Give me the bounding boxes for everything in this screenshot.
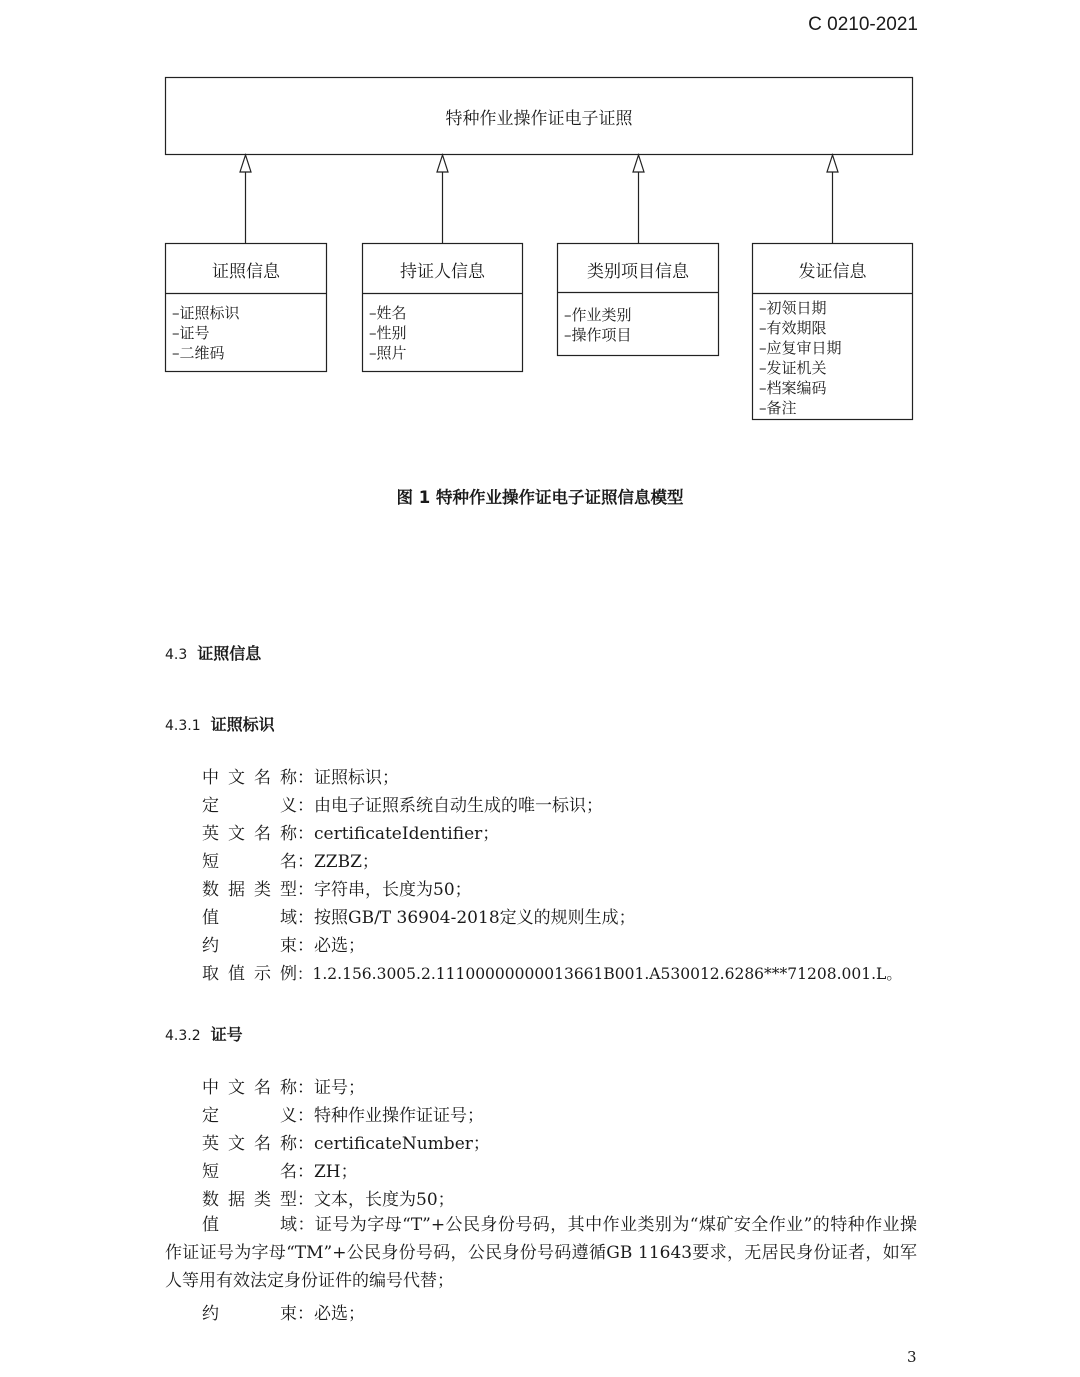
- field-label: 取值示例: [202, 964, 297, 984]
- field-item: –有效期限: [759, 319, 827, 337]
- field-label: 数据类型: [202, 880, 297, 900]
- section-heading-4-3-1: [165, 712, 275, 735]
- field-value: ：1.2.156.3005.2.11100000000013661B001.A530012.6286***71208.001.L。: [297, 965, 902, 983]
- arrowhead: [633, 155, 644, 172]
- field-item: –操作项目: [564, 326, 632, 344]
- field-item: –二维码: [172, 344, 225, 362]
- document-code: C 0210-2021: [808, 14, 918, 35]
- box-title-issuance-info: 发证信息: [798, 262, 867, 282]
- arrowhead: [437, 155, 448, 172]
- field-row: [202, 1101, 484, 1126]
- field-value: ：文本，长度为50；: [297, 1190, 455, 1210]
- field-label: 定义: [202, 1106, 297, 1126]
- field-row: [202, 875, 472, 900]
- arrowhead: [827, 155, 838, 172]
- field-label: 值域: [202, 908, 297, 928]
- field-value: ：必选；: [297, 1304, 365, 1324]
- field-label: 值域: [202, 1215, 297, 1235]
- field-row: [202, 791, 603, 816]
- field-row: [202, 1299, 365, 1324]
- field-item: –姓名: [369, 304, 407, 322]
- field-label: 短名: [202, 852, 297, 872]
- field-row: [202, 903, 636, 928]
- main-box-title: 特种作业操作证电子证照: [445, 109, 633, 129]
- field-item: –应复审日期: [759, 339, 842, 357]
- box-title-category-info: 类别项目信息: [587, 262, 689, 282]
- field-row: [202, 959, 902, 984]
- field-item: –初领日期: [759, 299, 827, 317]
- field-label: 约束: [202, 936, 297, 956]
- field-value: ：证照标识；: [297, 768, 399, 788]
- section-number: 4.3.1: [165, 718, 201, 734]
- field-label: 短名: [202, 1162, 297, 1182]
- field-row: [202, 1185, 455, 1210]
- field-label: 英文名称: [202, 824, 297, 844]
- section-title: 证照信息: [197, 644, 262, 663]
- field-value: ：ZZBZ；: [297, 852, 379, 872]
- field-value: ：由电子证照系统自动生成的唯一标识；: [297, 796, 603, 816]
- section-title: 证号: [210, 1025, 243, 1044]
- field-label: 中文名称: [202, 768, 297, 788]
- field-label: 约束: [202, 1304, 297, 1324]
- box-title-holder-info: 持证人信息: [400, 262, 485, 282]
- page-number: 3: [907, 1348, 917, 1366]
- box-fields-holder-info: [369, 303, 407, 363]
- field-row: [202, 1129, 490, 1154]
- field-row: [202, 763, 399, 788]
- diagram-lines: [0, 0, 1080, 440]
- field-value: ：ZH；: [297, 1162, 358, 1182]
- field-label: 中文名称: [202, 1078, 297, 1098]
- box-title-certificate-info: 证照信息: [212, 262, 280, 282]
- arrowhead: [240, 155, 251, 172]
- field-row: [202, 931, 365, 956]
- field-row: [202, 819, 499, 844]
- field-value: ：字符串，长度为50；: [297, 880, 472, 900]
- section-title: 证照标识: [210, 715, 275, 734]
- field-item: –发证机关: [759, 359, 827, 377]
- field-row: [202, 847, 379, 872]
- field-value: ：必选；: [297, 936, 365, 956]
- field-item: –证照标识: [172, 304, 240, 322]
- field-item: –性别: [369, 324, 407, 342]
- field-item: –备注: [759, 399, 797, 417]
- box-fields-issuance-info: [759, 298, 842, 418]
- range-paragraph: [165, 1211, 917, 1295]
- field-item: –照片: [369, 344, 407, 362]
- field-value: ：证号为字母“T”+公民身份号码，其中作业类别为“煤矿安全作业”的特种作业操作证证号为字母“TM”+公民身份号码，公民身份号码遵循GB 11643要求，无居民身份证者，如军人等用有效法定身份证件的编号代替；: [165, 1215, 917, 1291]
- section-number: 4.3.2: [165, 1028, 201, 1044]
- section-heading-4-3: [165, 641, 261, 664]
- field-value: ：特种作业操作证证号；: [297, 1106, 484, 1126]
- field-label: 定义: [202, 796, 297, 816]
- field-item: –档案编码: [759, 379, 827, 397]
- field-label: 英文名称: [202, 1134, 297, 1154]
- field-value: ：按照GB/T 36904-2018定义的规则生成；: [297, 908, 636, 928]
- field-item: –证号: [172, 324, 210, 342]
- section-number: 4.3: [165, 647, 188, 663]
- section-heading-4-3-2: [165, 1022, 243, 1045]
- field-label: 数据类型: [202, 1190, 297, 1210]
- box-fields-certificate-info: [172, 303, 240, 363]
- field-item: –作业类别: [564, 306, 632, 324]
- field-row: [202, 1073, 365, 1098]
- field-row: [202, 1157, 358, 1182]
- field-value: ：certificateNumber；: [297, 1134, 490, 1154]
- box-fields-category-info: [564, 305, 632, 345]
- figure-caption: 图 1 特种作业操作证电子证照信息模型: [396, 488, 684, 507]
- field-value: ：证号；: [297, 1078, 365, 1098]
- field-value: ：certificateIdentifier；: [297, 824, 500, 844]
